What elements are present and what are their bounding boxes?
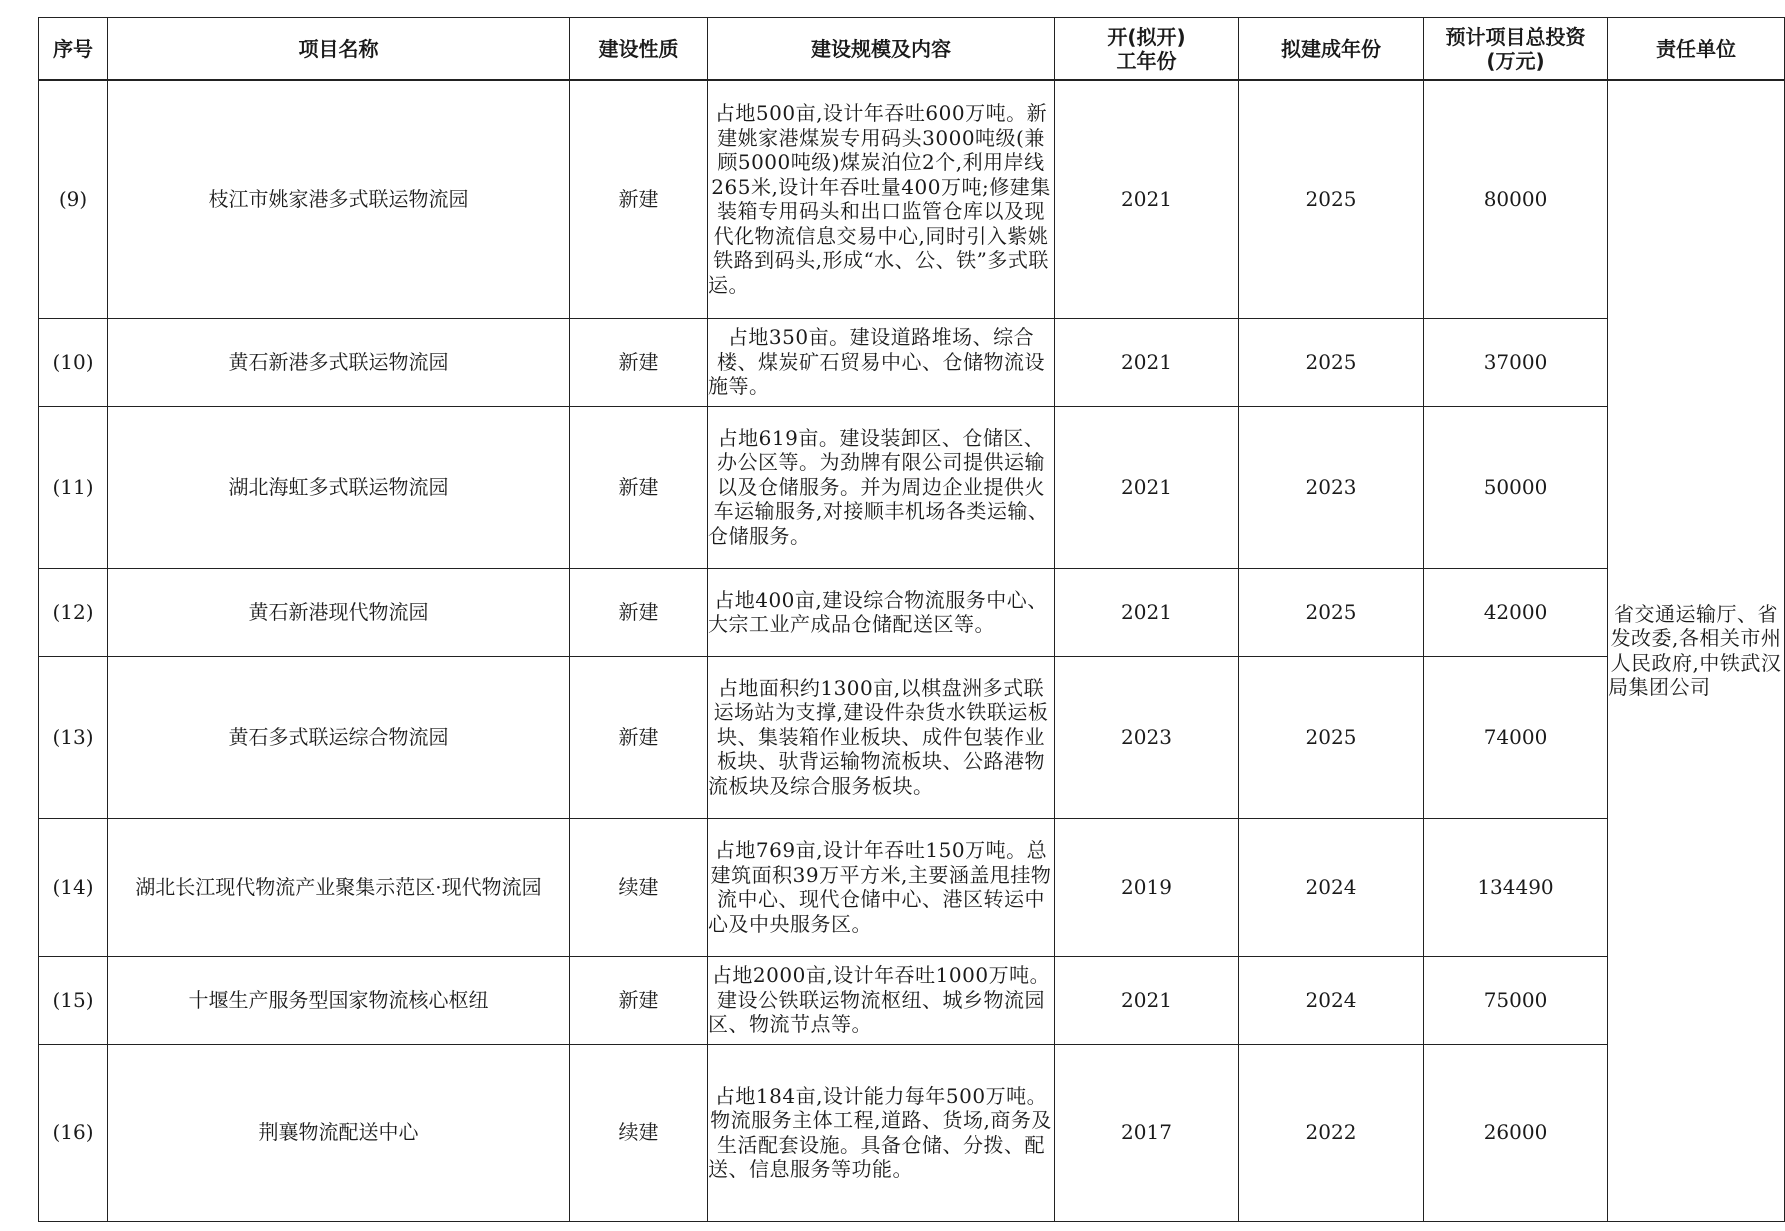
row-nature: 新建: [570, 80, 708, 318]
row-invest: 74000: [1424, 656, 1608, 818]
row-scale: 占地2000亩,设计年吞吐1000万吨。建设公铁联运物流枢纽、城乡物流园区、物流节点等。: [708, 956, 1055, 1044]
row-start: 2017: [1055, 1044, 1239, 1221]
header-investment: [1424, 18, 1608, 81]
row-finish: 2024: [1239, 818, 1424, 956]
row-finish: 2023: [1239, 406, 1424, 568]
row-seq: (16): [39, 1044, 108, 1221]
header-name: 项目名称: [108, 18, 570, 81]
header-unit: 责任单位: [1608, 18, 1785, 81]
row-finish: 2022: [1239, 1044, 1424, 1221]
row-start: 2021: [1055, 568, 1239, 656]
row-seq: (12): [39, 568, 108, 656]
row-start: 2019: [1055, 818, 1239, 956]
row-scale: 占地400亩,建设综合物流服务中心、大宗工业产成品仓储配送区等。: [708, 568, 1055, 656]
table-row: [39, 956, 1785, 1044]
row-invest: 26000: [1424, 1044, 1608, 1221]
row-name: 荆襄物流配送中心: [108, 1044, 570, 1221]
row-seq: (15): [39, 956, 108, 1044]
header-scale: 建设规模及内容: [708, 18, 1055, 81]
header-start-line2: 工年份: [1116, 48, 1177, 73]
table-row: [39, 318, 1785, 406]
header-nature: 建设性质: [570, 18, 708, 81]
table-row: [39, 656, 1785, 818]
row-nature: 新建: [570, 956, 708, 1044]
header-start-year: [1055, 18, 1239, 81]
row-invest: 50000: [1424, 406, 1608, 568]
row-finish: 2025: [1239, 656, 1424, 818]
row-start: 2021: [1055, 80, 1239, 318]
row-scale: 占地350亩。建设道路堆场、综合楼、煤炭矿石贸易中心、仓储物流设施等。: [708, 318, 1055, 406]
row-scale: 占地769亩,设计年吞吐150万吨。总建筑面积39万平方米,主要涵盖甩挂物流中心、现代仓储中心、港区转运中心及中央服务区。: [708, 818, 1055, 956]
table-row: [39, 1044, 1785, 1221]
row-start: 2021: [1055, 318, 1239, 406]
table-row: [39, 568, 1785, 656]
header-finish-year: 拟建成年份: [1239, 18, 1424, 81]
row-nature: 续建: [570, 1044, 708, 1221]
row-seq: (13): [39, 656, 108, 818]
table-row: [39, 80, 1785, 318]
row-nature: 新建: [570, 656, 708, 818]
header-start-line1: 开(拟开): [1107, 24, 1186, 49]
row-finish: 2024: [1239, 956, 1424, 1044]
table-row: [39, 406, 1785, 568]
row-name: 湖北长江现代物流产业聚集示范区·现代物流园: [108, 818, 570, 956]
row-name: 湖北海虹多式联运物流园: [108, 406, 570, 568]
row-seq: (11): [39, 406, 108, 568]
row-scale: 占地184亩,设计能力每年500万吨。物流服务主体工程,道路、货场,商务及生活配套设施。具备仓储、分拨、配送、信息服务等功能。: [708, 1044, 1055, 1221]
row-scale: 占地500亩,设计年吞吐600万吨。新建姚家港煤炭专用码头3000吨级(兼顾5000吨级)煤炭泊位2个,利用岸线265米,设计年吞吐量400万吨;修建集装箱专用码头和出口监管仓库以及现代化物流信息交易中心,同时引入紫姚铁路到码头,形成“水、公、铁”多式联运。: [708, 80, 1055, 318]
header-invest-line2: (万元): [1486, 48, 1545, 73]
header-invest-line1: 预计项目总投资: [1445, 24, 1586, 49]
row-nature: 新建: [570, 318, 708, 406]
row-start: 2021: [1055, 956, 1239, 1044]
row-name: 黄石新港现代物流园: [108, 568, 570, 656]
row-invest: 37000: [1424, 318, 1608, 406]
row-scale: 占地619亩。建设装卸区、仓储区、办公区等。为劲牌有限公司提供运输以及仓储服务。并为周边企业提供火车运输服务,对接顺丰机场各类运输、仓储服务。: [708, 406, 1055, 568]
responsible-unit: 省交通运输厅、省发改委,各相关市州人民政府,中铁武汉局集团公司: [1608, 80, 1785, 1221]
row-seq: (9): [39, 80, 108, 318]
row-invest: 80000: [1424, 80, 1608, 318]
row-finish: 2025: [1239, 568, 1424, 656]
table-header-row: [39, 18, 1785, 81]
row-seq: (14): [39, 818, 108, 956]
row-name: 十堰生产服务型国家物流核心枢纽: [108, 956, 570, 1044]
row-seq: (10): [39, 318, 108, 406]
row-invest: 134490: [1424, 818, 1608, 956]
row-scale: 占地面积约1300亩,以棋盘洲多式联运场站为支撑,建设件杂货水铁联运板块、集装箱作业板块、成件包装作业板块、驮背运输物流板块、公路港物流板块及综合服务板块。: [708, 656, 1055, 818]
row-finish: 2025: [1239, 80, 1424, 318]
row-nature: 新建: [570, 406, 708, 568]
row-start: 2021: [1055, 406, 1239, 568]
project-table: [38, 17, 1785, 1222]
row-name: 黄石新港多式联运物流园: [108, 318, 570, 406]
row-nature: 续建: [570, 818, 708, 956]
row-invest: 75000: [1424, 956, 1608, 1044]
header-seq: 序号: [39, 18, 108, 81]
row-name: 黄石多式联运综合物流园: [108, 656, 570, 818]
row-invest: 42000: [1424, 568, 1608, 656]
table-row: [39, 818, 1785, 956]
row-finish: 2025: [1239, 318, 1424, 406]
row-start: 2023: [1055, 656, 1239, 818]
row-name: 枝江市姚家港多式联运物流园: [108, 80, 570, 318]
row-nature: 新建: [570, 568, 708, 656]
